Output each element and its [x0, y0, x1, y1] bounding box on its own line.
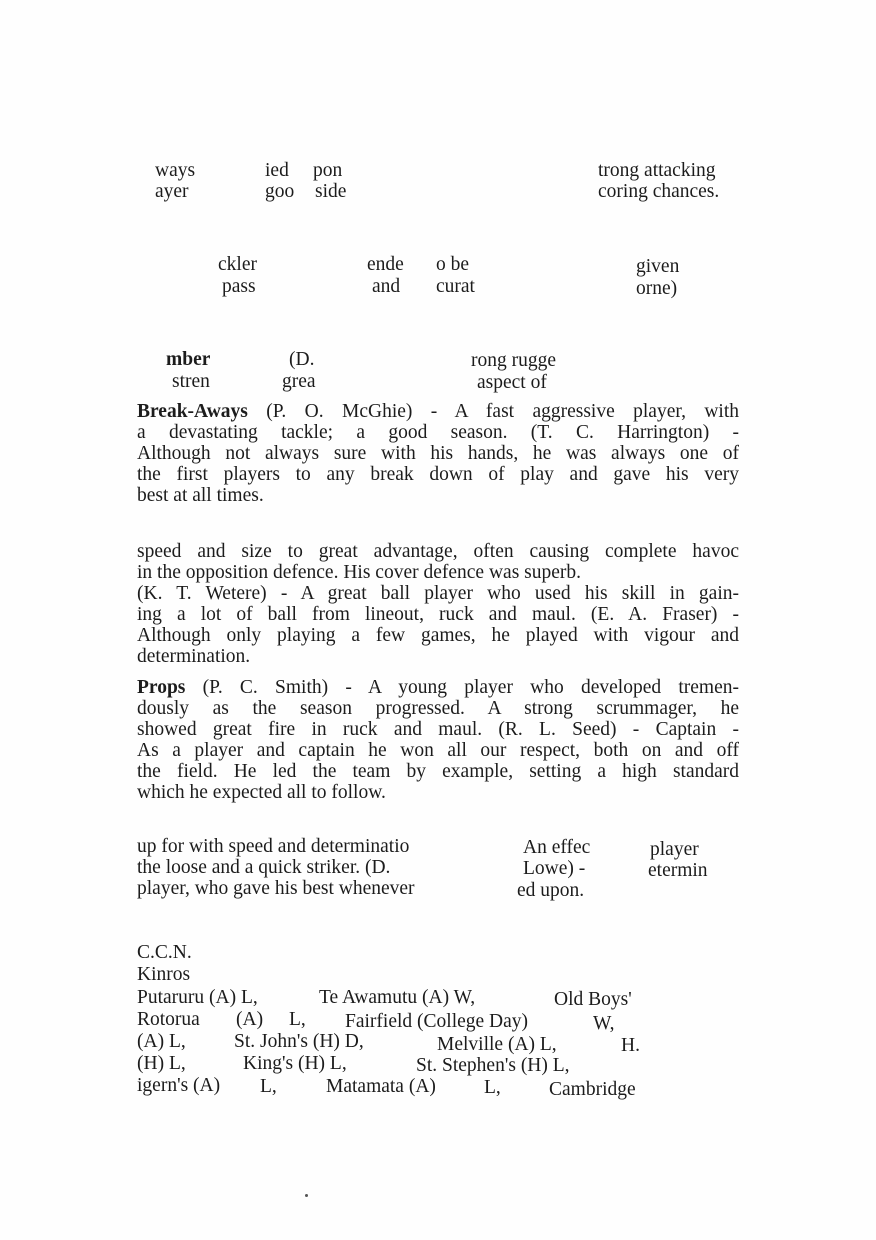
text-fragment: orne)	[636, 278, 678, 299]
text-fragment: given	[636, 256, 680, 277]
text-fragment: and	[372, 276, 401, 297]
result-entry: Melville (A) L,	[437, 1034, 557, 1055]
text-fragment: ckler	[218, 254, 257, 275]
text-fragment: ed upon.	[517, 880, 585, 901]
text-fragment: mber	[166, 349, 211, 370]
text-fragment: (D.	[289, 349, 315, 370]
result-entry: Kinros	[137, 964, 191, 985]
text-fragment: An effec	[523, 837, 591, 858]
props-line: which he expected all to follow.	[137, 782, 386, 803]
text-fragment: curat	[436, 276, 475, 297]
text-fragment: goo	[265, 181, 295, 202]
props-line: the field. He led the team by example, setting a high standard	[137, 761, 739, 782]
result-entry: C.C.N.	[137, 942, 192, 963]
props-line: showed great fire in ruck and maul. (R. L. Seed) - Captain -	[137, 719, 739, 740]
break-aways-paragraph	[137, 401, 739, 506]
result-entry: St. Stephen's (H) L,	[416, 1055, 570, 1076]
result-entry: (A) L,	[137, 1031, 186, 1052]
text-fragment: ied	[265, 160, 289, 181]
break-aways-heading: Break-Aways	[137, 401, 248, 422]
props-line: dously as the season progressed. A strong scrummager, he	[137, 698, 739, 719]
result-entry: L,	[289, 1009, 306, 1030]
text-fragment: player, who gave his best whenever	[137, 878, 415, 899]
break-aways-line: best at all times.	[137, 485, 264, 506]
result-entry: Fairfield (College Day)	[345, 1011, 529, 1032]
text-fragment: rong rugge	[471, 350, 557, 371]
props-heading: Props	[137, 677, 186, 698]
text-fragment: player	[650, 839, 699, 860]
result-entry: Matamata (A)	[326, 1076, 436, 1097]
break-aways-line: a devastating tackle; a good season. (T. C. Harrington) -	[137, 422, 739, 443]
text-fragment: ayer	[155, 181, 189, 202]
lock-line: in the opposition defence. His cover defence was superb.	[137, 562, 582, 583]
result-entry: Putaruru (A) L,	[137, 987, 258, 1008]
text-fragment: ende	[367, 254, 404, 275]
text-fragment: coring chances.	[598, 181, 720, 202]
result-entry: Cambridge	[549, 1079, 636, 1100]
result-entry: H.	[621, 1035, 640, 1056]
text-fragment: trong attacking	[598, 160, 716, 181]
result-entry: W,	[593, 1013, 615, 1034]
text-fragment: stren	[172, 371, 210, 392]
text-fragment: grea	[282, 371, 316, 392]
text-fragment: etermin	[648, 860, 708, 881]
props-paragraph	[137, 677, 739, 803]
scan-speck	[305, 1194, 308, 1197]
break-aways-line: Although not always sure with his hands, he was always one of	[137, 443, 739, 464]
text-fragment: up for with speed and determinatio	[137, 836, 410, 857]
result-entry: St. John's (H) D,	[234, 1031, 364, 1052]
lock-line: Although only playing a few games, he played with vigour and	[137, 625, 739, 646]
text-fragment: aspect of	[477, 372, 547, 393]
text-fragment: pass	[222, 276, 256, 297]
result-entry: King's (H) L,	[243, 1053, 347, 1074]
result-entry: Old Boys'	[554, 989, 632, 1010]
text-fragment: ways	[155, 160, 196, 181]
text-fragment: o be	[436, 254, 470, 275]
lock-paragraph	[137, 541, 739, 667]
text-fragment: pon	[313, 160, 343, 181]
text-fragment: side	[315, 181, 347, 202]
result-entry: Te Awamutu (A) W,	[319, 987, 476, 1008]
result-entry: (H) L,	[137, 1053, 186, 1074]
result-entry: (A)	[236, 1009, 264, 1030]
result-entry: Rotorua	[137, 1009, 200, 1030]
result-entry: igern's (A)	[137, 1075, 221, 1096]
lock-line: determination.	[137, 646, 251, 667]
props-line-1: Props (P. C. Smith) - A young player who developed tremen-	[137, 677, 739, 698]
lock-line: speed and size to great advantage, often causing complete havoc	[137, 541, 739, 562]
break-aways-line-1: Break-Aways (P. O. McGhie) - A fast aggressive player, with	[137, 401, 739, 422]
text-fragment: Lowe) -	[523, 858, 586, 879]
result-entry: L,	[484, 1077, 501, 1098]
text-fragment: the loose and a quick striker. (D.	[137, 857, 391, 878]
lock-line: (K. T. Wetere) - A great ball player who used his skill in gain-	[137, 583, 739, 604]
break-aways-line: the first players to any break down of play and gave his very	[137, 464, 739, 485]
result-entry: L,	[260, 1076, 277, 1097]
lock-line: ing a lot of ball from lineout, ruck and maul. (E. A. Fraser) -	[137, 604, 739, 625]
props-line: As a player and captain he won all our respect, both on and off	[137, 740, 739, 761]
